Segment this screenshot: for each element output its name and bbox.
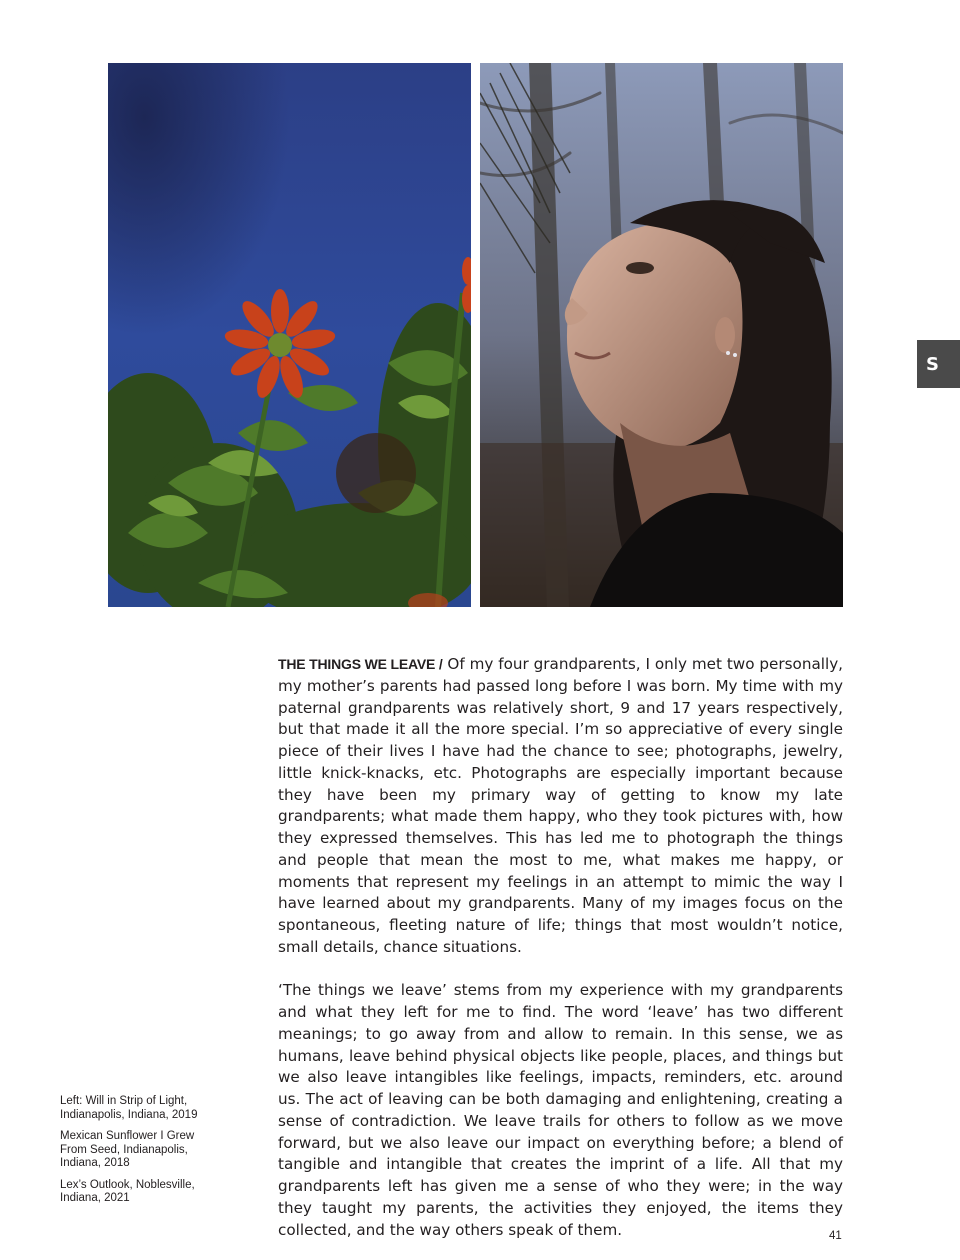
- sunflower-photo: [108, 63, 471, 607]
- paragraph-1-text: Of my four grandparents, I only met two personally, my mother’s parents had passed long before I was born. My time with my paternal grandparents was relatively short, 9 and 17 years respectively, but that made it all the more special. I’m so appreciative of every single piece of their lives I have had the chance to see; photographs, jewelry, little knick-knacks, etc. Photographs are especially important because they have been my primary way of getting to know my late grandparents; what made them happy, who they took pictures with, how they expressed themselves. This has led me to photograph the things and people that mean the most to me, what makes me happy, or moments that represent my feelings in an attempt to mimic the way I have learned about my grandparents. Many of my images focus on the spontaneous, fleeting nature of life; things that most wouldn’t notice, small details, chance situations.: [278, 655, 844, 956]
- article-body: [278, 654, 843, 1241]
- caption-2: Mexican Sunflower I Grew From Seed, Indianapolis, Indiana, 2018: [60, 1130, 195, 1169]
- article-title: THE THINGS WE LEAVE /: [278, 656, 443, 672]
- page-number: 41: [829, 1230, 842, 1242]
- section-tab: [917, 340, 960, 388]
- paragraph-1: [278, 654, 843, 959]
- paragraph-2: ‘The things we leave’ stems from my experience with my grandparents and what they left for me to find. The word ‘leave’ has two different meanings; to go away from and allow to remain. In this sense, we as humans, leave behind physical objects like people, places, and things but we also leave intangibles like feelings, impacts, reminders, etc. around us. The act of leaving can be both damaging and enlightening, creating a sense of contradiction. We leave trails for others to follow as we move forward, but we also leave our impact on everything before; a blend of tangible and intangible that creates the imprint of a life. All that my grandparents left has given me a sense of who they were; in the way they taught my parents, the activities they enjoyed, the items they collected, and the way others speak of them.: [278, 981, 843, 1239]
- portrait-photo: [480, 63, 843, 607]
- portrait-photo-art: [480, 63, 843, 607]
- caption-1: Left: Will in Strip of Light, Indianapolis, Indiana, 2019: [60, 1095, 198, 1121]
- sunflower-photo-art: [108, 63, 471, 607]
- caption-3: Lex’s Outlook, Noblesville, Indiana, 2021: [60, 1178, 195, 1204]
- image-captions: [60, 1095, 220, 1206]
- section-tab-letter: S: [926, 353, 939, 375]
